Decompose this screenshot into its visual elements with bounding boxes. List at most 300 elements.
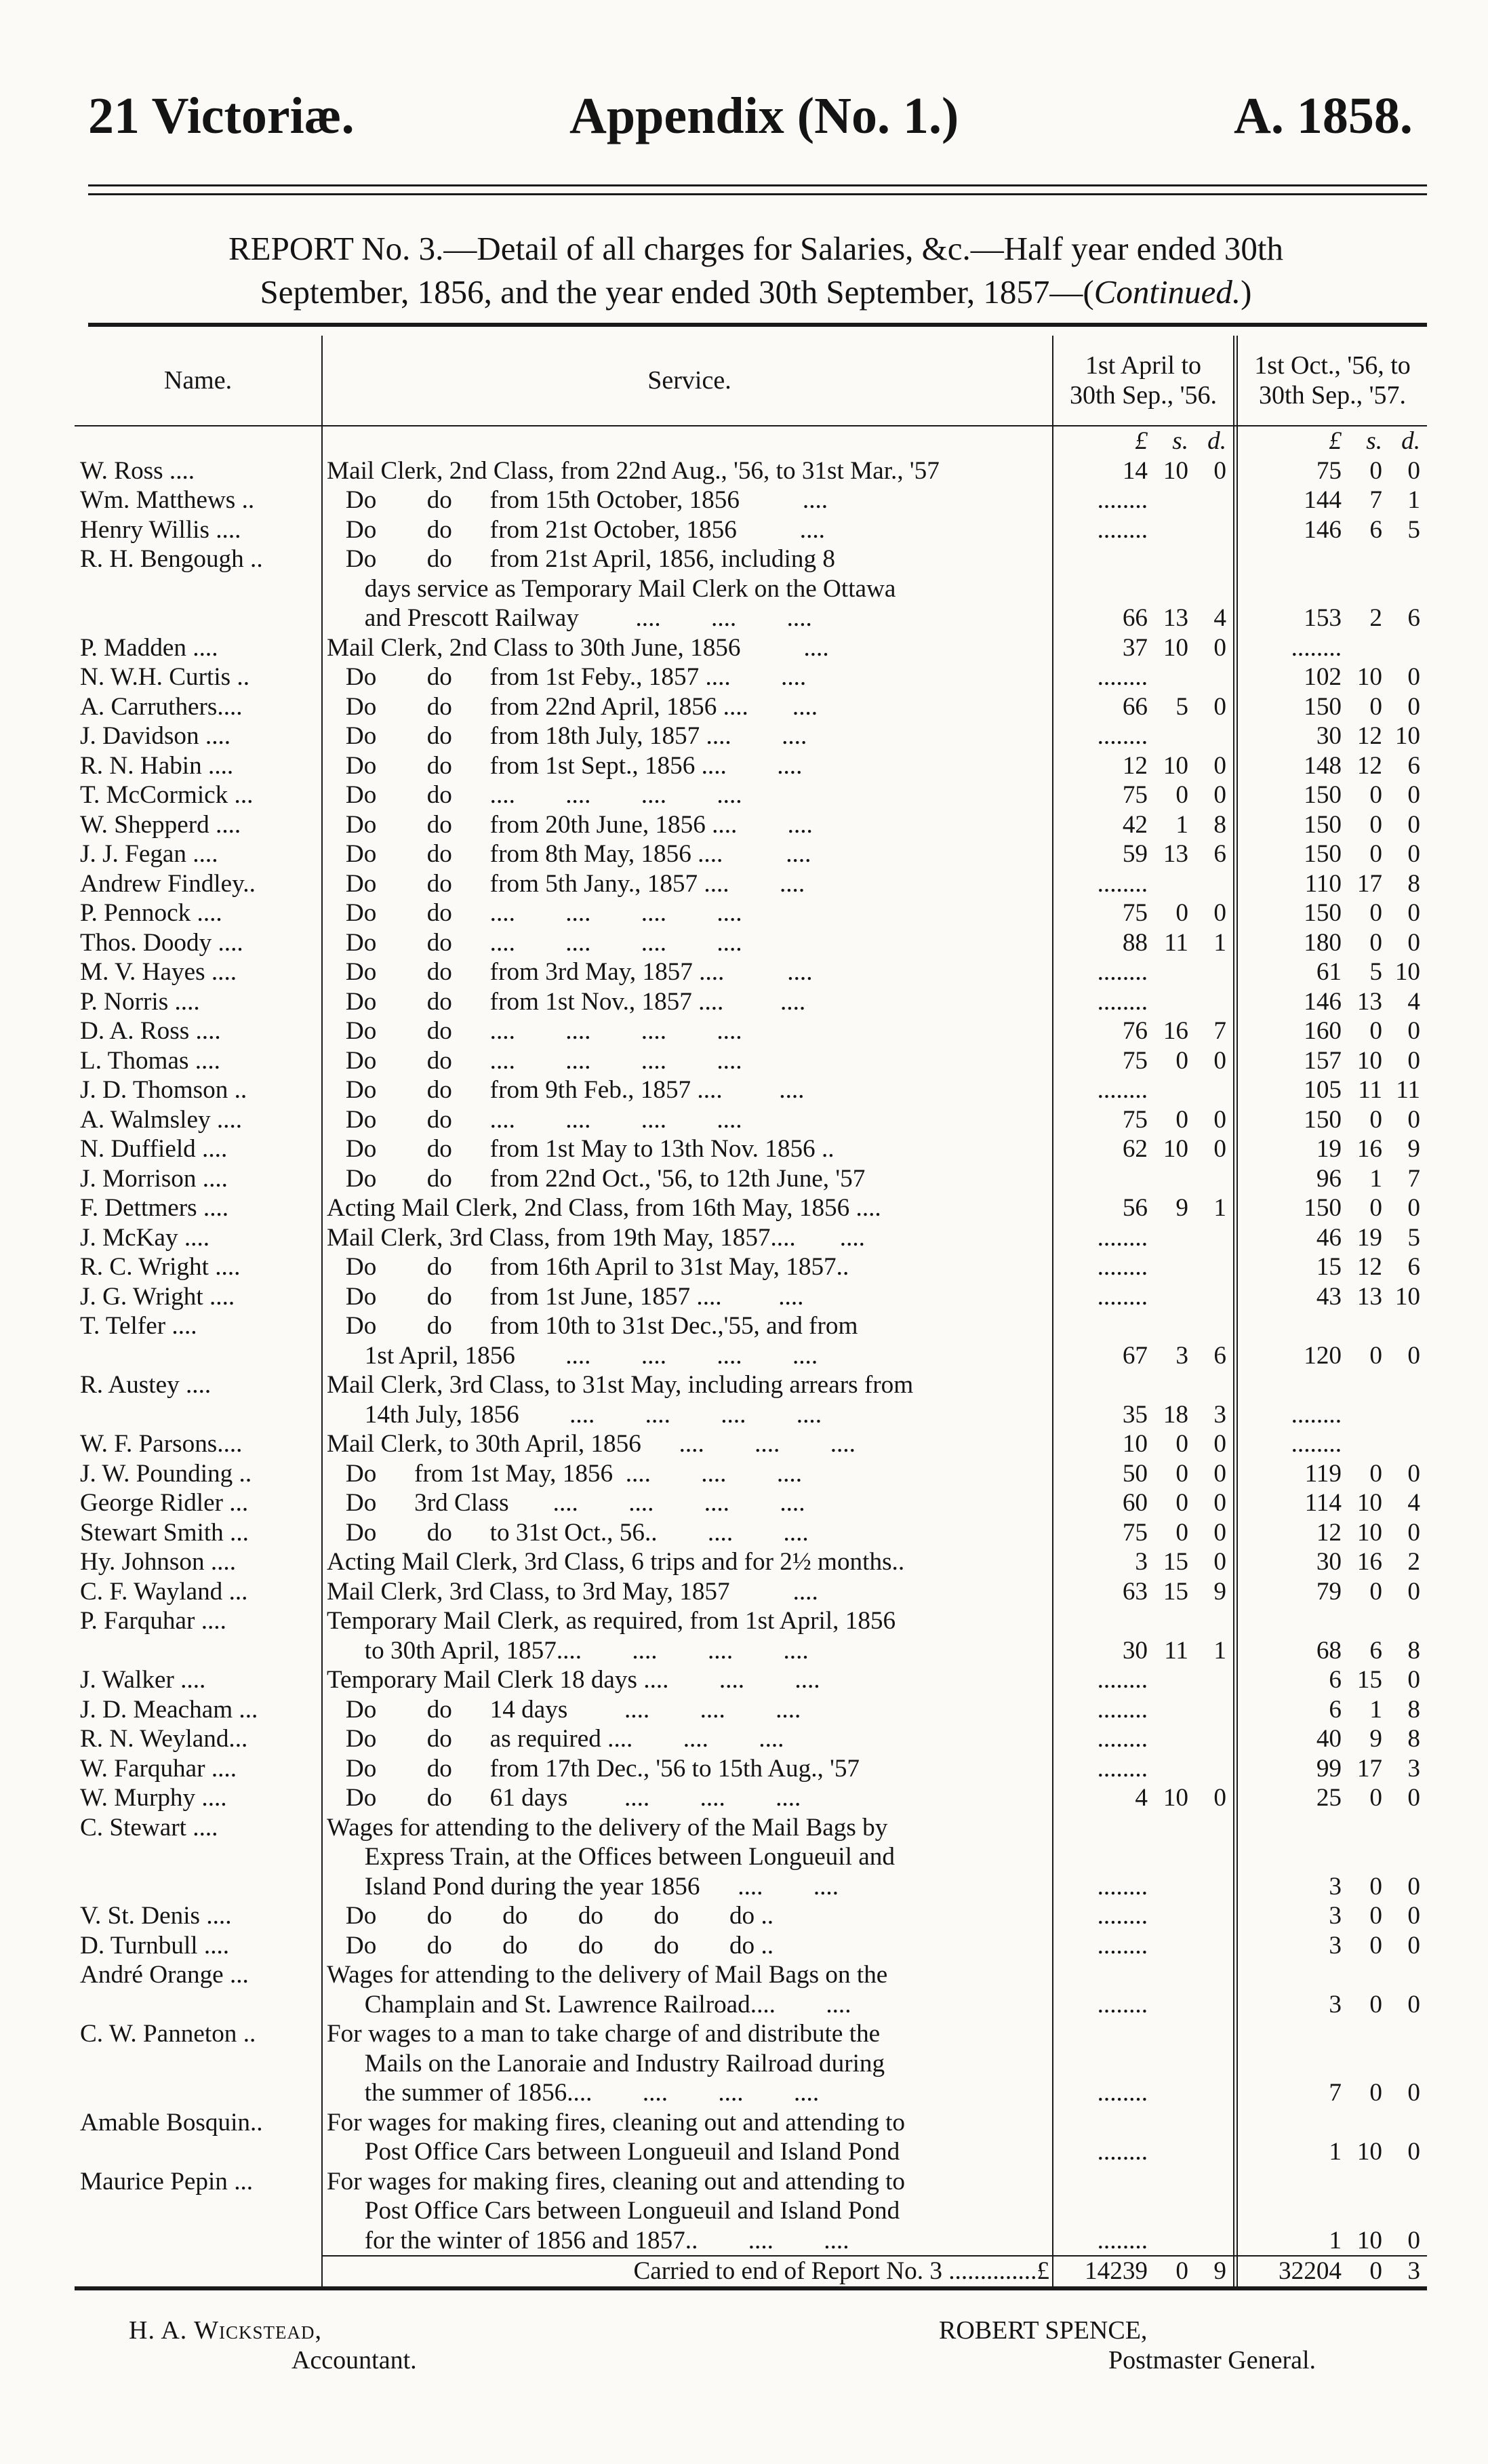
service-description: Do do from 9th Feb., 1857 .... .... <box>322 1075 1053 1105</box>
period2-pounds: 160 <box>1304 1017 1342 1045</box>
table-row <box>75 1518 1427 1548</box>
period2-pounds: 150 <box>1304 692 1342 721</box>
table-row <box>75 1193 1427 1223</box>
period1-pounds: ........ <box>1097 515 1148 544</box>
amount-1857 <box>1237 1164 1427 1194</box>
period1-pounds: 14 <box>1122 456 1148 485</box>
amount-1857 <box>1237 456 1427 486</box>
period1-shillings: 10 <box>1163 1784 1188 1812</box>
period2-pounds: 15 <box>1316 1253 1342 1281</box>
amount-1856 <box>1053 1105 1234 1135</box>
period2-pounds: 25 <box>1316 1784 1342 1812</box>
table-row <box>75 1547 1427 1577</box>
period2-shillings: 6 <box>1369 1636 1382 1665</box>
amount-1856 <box>1053 957 1234 987</box>
table-row <box>75 1724 1427 1754</box>
period2-pounds: 1 <box>1329 2226 1342 2254</box>
amount-1856 <box>1053 1075 1234 1105</box>
amount-1856 <box>1053 1960 1234 1990</box>
amount-1857 <box>1237 1282 1427 1312</box>
period1-pence <box>1188 1724 1226 1754</box>
table-row <box>75 1577 1427 1607</box>
service-description: Mail Clerk, to 30th April, 1856 .... .... .... <box>322 1429 1053 1459</box>
period2-shillings: 0 <box>1369 1902 1382 1930</box>
period1-pounds: 67 <box>1122 1341 1148 1370</box>
period2-shillings: 0 <box>1369 1931 1382 1960</box>
amount-1856 <box>1053 1488 1234 1518</box>
header-session: 21 Victoriæ. <box>88 87 355 144</box>
period2-shillings <box>1342 1429 1382 1459</box>
period1-shillings: 0 <box>1175 1430 1188 1458</box>
amount-1856 <box>1053 928 1234 958</box>
period1-pounds: ........ <box>1097 663 1148 691</box>
payee-name: Wm. Matthews .. <box>80 486 255 514</box>
period2-pounds: 146 <box>1304 515 1342 544</box>
service-description: and Prescott Railway .... .... .... <box>322 603 1053 633</box>
period1-pounds: 75 <box>1122 1518 1148 1547</box>
period2-shillings: 0 <box>1369 899 1382 927</box>
table-row <box>75 1842 1427 1872</box>
service-description: Do do from 1st May to 13th Nov. 1856 .. <box>322 1134 1053 1164</box>
service-description: Do do do do do do .. <box>322 1931 1053 1961</box>
payee-name: J. Walker .... <box>80 1666 206 1694</box>
service-description: the summer of 1856.... .... .... .... <box>322 2078 1053 2108</box>
amount-1856 <box>1053 1783 1234 1813</box>
service-description: Do do do do do do .. <box>322 1901 1053 1931</box>
currency-shillings: s. <box>1366 427 1382 455</box>
period1-pence <box>1188 1754 1226 1784</box>
report-title-line1: REPORT No. 3.—Detail of all charges for Salaries, &c.—Half year ended 30th <box>228 230 1284 267</box>
period2-pence: 5 <box>1407 515 1420 544</box>
amount-1857 <box>1237 869 1427 899</box>
payee-name: Maurice Pepin ... <box>80 2167 254 2195</box>
period1-pounds: ........ <box>1097 1223 1148 1252</box>
currency-pence: d. <box>1207 427 1226 455</box>
period1-pence: 1 <box>1213 928 1226 957</box>
period2-shillings: 0 <box>1369 810 1382 839</box>
currency-pence: d. <box>1401 427 1420 455</box>
amount-1856 <box>1053 898 1234 928</box>
amount-1856 <box>1053 544 1234 574</box>
period2-pounds: 61 <box>1316 958 1342 986</box>
payee-name <box>75 2049 322 2079</box>
service-description: Do do .... .... .... .... <box>322 1046 1053 1076</box>
payee-name <box>75 1400 322 1430</box>
amount-1857 <box>1237 1016 1427 1046</box>
period2-pounds: 30 <box>1316 1548 1342 1576</box>
period2-pounds: 6 <box>1329 1666 1342 1694</box>
service-description: Do from 1st May, 1856 .... .... .... <box>322 1459 1053 1489</box>
period2-shillings: 0 <box>1369 1872 1382 1901</box>
running-header <box>81 87 1424 155</box>
table-row <box>75 1931 1427 1961</box>
period2-pence: 3 <box>1407 1754 1420 1783</box>
period2-pence: 0 <box>1407 1017 1420 1045</box>
service-description: Do do .... .... .... .... <box>322 898 1053 928</box>
period2-pounds: 12 <box>1316 1518 1342 1547</box>
period2-pounds: 43 <box>1316 1282 1342 1311</box>
amount-1856 <box>1053 1695 1234 1725</box>
payee-name: Andrew Findley.. <box>80 869 256 898</box>
service-description: Do do from 18th July, 1857 .... .... <box>322 721 1053 751</box>
service-description: For wages to a man to take charge of and distribute the <box>322 2019 1053 2049</box>
payee-name <box>75 574 322 604</box>
period1-pence: 0 <box>1213 456 1226 485</box>
period1-shillings: 0 <box>1175 1046 1188 1075</box>
period1-pence: 0 <box>1213 1518 1226 1547</box>
period1-pounds: 42 <box>1122 810 1148 839</box>
table-row <box>75 1783 1427 1813</box>
period1-shillings <box>1148 1931 1188 1961</box>
salary-table <box>75 336 1427 2290</box>
period1-pence <box>1188 1695 1226 1725</box>
period2-shillings: 10 <box>1356 1518 1382 1547</box>
total-row <box>75 2256 1427 2288</box>
service-description: Do do from 1st June, 1857 .... .... <box>322 1282 1053 1312</box>
period2-pence: 7 <box>1407 1164 1420 1193</box>
total-b-pence: 3 <box>1407 2257 1420 2285</box>
table-header-row <box>75 336 1427 426</box>
period2-pence: 0 <box>1407 1666 1420 1694</box>
period2-pence: 0 <box>1407 456 1420 485</box>
period1-pounds: ........ <box>1097 2138 1148 2166</box>
payee-name: L. Thomas .... <box>80 1046 220 1075</box>
payee-name: J. Morrison .... <box>80 1164 228 1193</box>
payee-name: J. D. Meacham ... <box>80 1695 258 1724</box>
period1-pounds: 75 <box>1122 1105 1148 1134</box>
payee-name: C. W. Panneton .. <box>80 2020 256 2048</box>
period2-pence: 6 <box>1407 751 1420 780</box>
period1-line2: 30th Sep., '56. <box>1070 381 1217 410</box>
payee-name: N. Duffield .... <box>80 1135 228 1163</box>
service-description: Do do from 17th Dec., '56 to 15th Aug., '57 <box>322 1754 1053 1784</box>
period1-shillings: 11 <box>1164 928 1188 957</box>
period1-pounds: 76 <box>1122 1017 1148 1045</box>
period2-shillings: 12 <box>1356 722 1382 750</box>
period1-pence <box>1188 721 1226 751</box>
period2-pounds: 146 <box>1304 987 1342 1016</box>
service-description: Do do from 22nd April, 1856 .... .... <box>322 692 1053 722</box>
amount-1856 <box>1053 1577 1234 1607</box>
amount-1857 <box>1237 1193 1427 1223</box>
table-row <box>75 751 1427 781</box>
table-row <box>75 1960 1427 1990</box>
period2-pence: 0 <box>1407 1341 1420 1370</box>
period1-pence: 7 <box>1213 1017 1226 1045</box>
period1-shillings <box>1148 485 1188 515</box>
period1-pence: 0 <box>1213 1135 1226 1163</box>
period1-shillings <box>1148 1990 1188 2020</box>
period1-pence: 0 <box>1213 692 1226 721</box>
service-description: Do do 14 days .... .... .... <box>322 1695 1053 1725</box>
period1-pence: 8 <box>1213 810 1226 839</box>
table-row <box>75 633 1427 663</box>
amount-1857 <box>1237 2226 1427 2257</box>
period1-pence: 4 <box>1213 604 1226 632</box>
col-header-period2 <box>1237 336 1427 426</box>
period1-shillings: 0 <box>1175 781 1188 809</box>
amount-1857 <box>1237 1429 1427 1459</box>
amount-1856 <box>1053 1990 1234 2020</box>
period1-pence <box>1188 1931 1226 1961</box>
period1-pence <box>1188 485 1226 515</box>
payee-name: R. H. Bengough .. <box>80 545 263 573</box>
amount-1857 <box>1237 2019 1427 2049</box>
table-row <box>75 1016 1427 1046</box>
period2-shillings: 0 <box>1369 1459 1382 1488</box>
period1-pence: 1 <box>1213 1194 1226 1222</box>
period2-shillings: 10 <box>1356 2138 1382 2166</box>
period1-shillings <box>1148 1695 1188 1725</box>
period2-pounds: ........ <box>1291 633 1342 662</box>
service-description: Do do as required .... .... .... <box>322 1724 1053 1754</box>
table-row <box>75 869 1427 899</box>
period1-pounds: 3 <box>1135 1548 1148 1576</box>
table-row <box>75 2019 1427 2049</box>
currency-pounds: £ <box>1135 427 1148 455</box>
service-description: Post Office Cars between Longueuil and Island Pond <box>322 2137 1053 2167</box>
period2-pence: 0 <box>1407 663 1420 691</box>
period2-shillings: 0 <box>1369 781 1382 809</box>
period2-shillings: 2 <box>1369 604 1382 632</box>
report-title <box>68 227 1444 314</box>
period1-pence: 0 <box>1213 1430 1226 1458</box>
period2-pence: 0 <box>1407 1872 1420 1901</box>
amount-1857 <box>1237 1547 1427 1577</box>
period1-shillings: 10 <box>1163 456 1188 485</box>
total-b-shillings: 0 <box>1369 2257 1382 2285</box>
period1-shillings <box>1148 1724 1188 1754</box>
amount-1856 <box>1053 1665 1234 1695</box>
amount-1856 <box>1053 1518 1234 1548</box>
period1-pence <box>1188 1872 1226 1902</box>
period2-shillings: 11 <box>1358 1076 1382 1104</box>
amount-1856 <box>1053 1901 1234 1931</box>
period1-pounds: 66 <box>1122 692 1148 721</box>
table-row <box>75 957 1427 987</box>
payee-name: P. Norris .... <box>80 987 200 1016</box>
period2-pence: 9 <box>1407 1135 1420 1163</box>
amount-1856 <box>1053 2226 1234 2257</box>
period2-pence: 8 <box>1407 1695 1420 1724</box>
period2-pence: 1 <box>1407 486 1420 514</box>
amount-1857 <box>1237 721 1427 751</box>
amount-1856 <box>1053 1282 1234 1312</box>
period2-pounds: 1 <box>1329 2138 1342 2166</box>
amount-1856 <box>1053 1046 1234 1076</box>
period1-pence: 0 <box>1213 751 1226 780</box>
service-description: to 30th April, 1857.... .... .... .... <box>322 1636 1053 1666</box>
period1-shillings: 11 <box>1164 1636 1188 1665</box>
amount-1857 <box>1237 574 1427 604</box>
header-rule-top <box>88 184 1427 186</box>
table-row <box>75 928 1427 958</box>
period1-pence: 1 <box>1213 1636 1226 1665</box>
payee-name: J. W. Pounding .. <box>80 1459 252 1488</box>
amount-1856 <box>1053 2019 1234 2049</box>
amount-1856 <box>1053 485 1234 515</box>
period1-shillings <box>1148 957 1188 987</box>
period2-shillings: 15 <box>1356 1666 1382 1694</box>
payee-name: C. Stewart .... <box>80 1813 218 1842</box>
amount-1857 <box>1237 1990 1427 2020</box>
period1-pence <box>1188 1223 1226 1253</box>
period2-line2: 30th Sep., '57. <box>1259 381 1406 410</box>
period1-pounds: 75 <box>1122 899 1148 927</box>
service-description: 1st April, 1856 .... .... .... .... <box>322 1341 1053 1371</box>
period1-pence <box>1188 515 1226 545</box>
period1-pence: 0 <box>1213 1105 1226 1134</box>
period1-pounds: ........ <box>1097 1990 1148 2019</box>
service-description: for the winter of 1856 and 1857.. .... .... <box>322 2226 1053 2257</box>
amount-1856 <box>1053 2137 1234 2167</box>
period2-shillings: 13 <box>1356 1282 1382 1311</box>
total-a-pounds: 14239 <box>1085 2257 1148 2285</box>
period2-pence: 5 <box>1407 1223 1420 1252</box>
period2-pence: 6 <box>1407 604 1420 632</box>
table-row <box>75 2049 1427 2079</box>
amount-1857 <box>1237 1046 1427 1076</box>
period1-pounds: ........ <box>1097 1872 1148 1901</box>
accountant-title: Accountant. <box>291 2346 417 2374</box>
amount-1857 <box>1237 2196 1427 2226</box>
period1-shillings <box>1148 1901 1188 1931</box>
period1-pounds: 63 <box>1122 1577 1148 1606</box>
amount-1857 <box>1237 1754 1427 1784</box>
period2-pence <box>1382 1400 1420 1430</box>
period2-shillings: 0 <box>1369 928 1382 957</box>
table-row <box>75 839 1427 869</box>
amount-1856 <box>1053 1370 1234 1400</box>
service-description: Post Office Cars between Longueuil and Island Pond <box>322 2196 1053 2226</box>
table-row <box>75 1311 1427 1341</box>
period2-shillings: 19 <box>1356 1223 1382 1252</box>
postmaster-title: Postmaster General. <box>1108 2346 1316 2374</box>
payee-name: W. Shepperd .... <box>80 810 241 839</box>
service-description: Champlain and St. Lawrence Railroad.... .... <box>322 1990 1053 2020</box>
service-description: Island Pond during the year 1856 .... .... <box>322 1872 1053 1902</box>
period1-shillings <box>1148 2078 1188 2108</box>
amount-1856 <box>1053 1134 1234 1164</box>
amount-1857 <box>1237 1459 1427 1489</box>
payee-name: R. C. Wright .... <box>80 1253 241 1281</box>
amount-1857 <box>1237 810 1427 840</box>
service-description: Do do from 1st Sept., 1856 .... .... <box>322 751 1053 781</box>
header-year: A. 1858. <box>1234 87 1413 144</box>
currency-shillings: s. <box>1172 427 1188 455</box>
period1-shillings <box>1148 1282 1188 1312</box>
period2-pence: 0 <box>1407 1518 1420 1547</box>
payee-name: R. N. Weyland... <box>80 1725 248 1753</box>
period1-shillings: 18 <box>1163 1400 1188 1429</box>
payee-name <box>75 2078 322 2108</box>
period2-shillings: 0 <box>1369 1577 1382 1606</box>
period1-pounds: ........ <box>1097 987 1148 1016</box>
period2-pounds: 180 <box>1304 928 1342 957</box>
payee-name <box>75 1636 322 1666</box>
service-description: Express Train, at the Offices between Longueuil and <box>322 1842 1053 1872</box>
period1-shillings: 10 <box>1163 751 1188 780</box>
amount-1856 <box>1053 603 1234 633</box>
col-header-name: Name. <box>75 336 322 426</box>
period2-pence: 6 <box>1407 1253 1420 1281</box>
period1-pence <box>1188 1252 1226 1282</box>
period2-pence: 2 <box>1407 1548 1420 1576</box>
amount-1856 <box>1053 692 1234 722</box>
service-description: Do do to 31st Oct., 56.. .... .... <box>322 1518 1053 1548</box>
service-description: Wages for attending to the delivery of Mail Bags on the <box>322 1960 1053 1990</box>
period2-pounds: 3 <box>1329 1931 1342 1960</box>
service-description: Do do from 10th to 31st Dec.,'55, and from <box>322 1311 1053 1341</box>
period2-pence <box>1382 1429 1420 1459</box>
service-description: Mails on the Lanoraie and Industry Railroad during <box>322 2049 1053 2079</box>
period2-pounds: 7 <box>1329 2079 1342 2107</box>
table-row <box>75 721 1427 751</box>
period2-pence: 8 <box>1407 1725 1420 1753</box>
period1-pence <box>1188 987 1226 1017</box>
amount-1856 <box>1053 1459 1234 1489</box>
payee-name <box>75 603 322 633</box>
period1-shillings <box>1148 869 1188 899</box>
amount-1856 <box>1053 574 1234 604</box>
period2-pounds: 3 <box>1329 1990 1342 2019</box>
service-description: Do do from 21st October, 1856 .... <box>322 515 1053 545</box>
amount-1857 <box>1237 2137 1427 2167</box>
period1-shillings: 15 <box>1163 1548 1188 1576</box>
period2-shillings: 1 <box>1369 1164 1382 1193</box>
payee-name: George Ridler ... <box>80 1489 249 1517</box>
table-row <box>75 1901 1427 1931</box>
period1-pounds: 10 <box>1122 1430 1148 1458</box>
period2-shillings <box>1342 633 1382 663</box>
period1-shillings <box>1148 1754 1188 1784</box>
period2-pence <box>1382 633 1420 663</box>
payee-name: R. Austey .... <box>80 1371 212 1399</box>
service-description: Mail Clerk, 2nd Class to 30th June, 1856 .... <box>322 633 1053 663</box>
period2-shillings: 13 <box>1356 987 1382 1016</box>
period1-pence: 0 <box>1213 781 1226 809</box>
period1-pounds: 56 <box>1122 1194 1148 1222</box>
amount-1856 <box>1053 2078 1234 2108</box>
table-row <box>75 780 1427 810</box>
amount-1856 <box>1053 1606 1234 1636</box>
period2-pounds: 150 <box>1304 810 1342 839</box>
period2-shillings: 0 <box>1369 1784 1382 1812</box>
table-row <box>75 603 1427 633</box>
amount-1856 <box>1053 515 1234 545</box>
table-row <box>75 544 1427 574</box>
period1-pence: 9 <box>1213 1577 1226 1606</box>
period1-pounds: 60 <box>1122 1489 1148 1517</box>
period2-pounds: 6 <box>1329 1695 1342 1724</box>
service-description: Mail Clerk, 3rd Class, from 19th May, 1857.... .... <box>322 1223 1053 1253</box>
table-row <box>75 898 1427 928</box>
title-line2-end: ) <box>1241 273 1252 311</box>
period2-pounds: 148 <box>1304 751 1342 780</box>
period2-pounds: 102 <box>1304 663 1342 691</box>
period2-pounds: 105 <box>1304 1076 1342 1104</box>
amount-1856 <box>1053 1193 1234 1223</box>
service-description: Do do from 5th Jany., 1857 .... .... <box>322 869 1053 899</box>
period2-pounds: 144 <box>1304 486 1342 514</box>
payee-name: N. W.H. Curtis .. <box>80 663 250 691</box>
table-row <box>75 1075 1427 1105</box>
period2-pounds: 99 <box>1316 1754 1342 1783</box>
amount-1856 <box>1053 2049 1234 2079</box>
period1-pounds: 75 <box>1122 1046 1148 1075</box>
period1-pence <box>1188 957 1226 987</box>
period2-pounds: 110 <box>1304 869 1342 898</box>
